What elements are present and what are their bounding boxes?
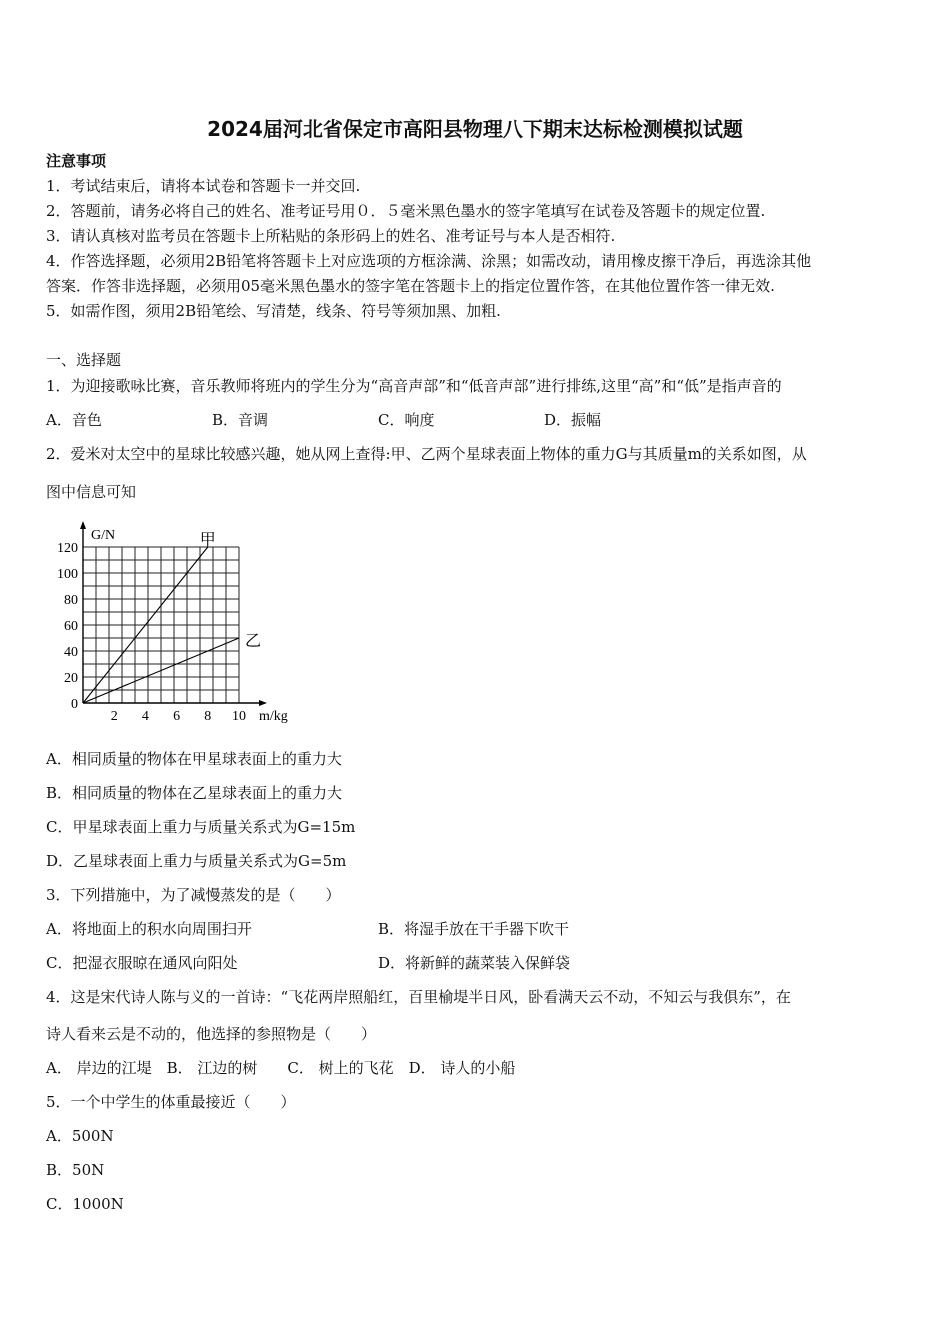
y-axis-arrow (80, 521, 86, 529)
notice-item: 2．答题前，请务必将自己的姓名、准考证号用０．５毫米黑色墨水的签字笔填写在试卷及答题卡的规定位置. (46, 202, 766, 220)
notice-item: 3．请认真核对监考员在答题卡上所粘贴的条形码上的姓名、准考证号与本人是否相符. (46, 227, 616, 245)
x-tick-label: 2 (110, 709, 118, 724)
q2-option-b[interactable]: B．相同质量的物体在乙星球表面上的重力大 (46, 784, 343, 802)
q5-option-a[interactable]: A．500N (46, 1127, 114, 1145)
chart-grid (83, 547, 239, 703)
chart-labels (57, 528, 288, 724)
q1-option-a[interactable]: A．音色 (46, 411, 102, 429)
notice-heading: 注意事项 (46, 152, 107, 170)
y-tick-label: 80 (64, 593, 78, 608)
series-label-2: 乙 (245, 633, 262, 650)
x-axis-label: m/kg (259, 709, 288, 724)
notice-item: 1．考试结束后，请将本试卷和答题卡一并交回. (46, 177, 361, 195)
x-tick-label: 8 (204, 709, 212, 724)
q1-option-d[interactable]: D．振幅 (544, 411, 602, 429)
g-m-chart (46, 520, 306, 730)
x-tick-label: 6 (173, 709, 181, 724)
q2-option-d[interactable]: D．乙星球表面上重力与质量关系式为G=5m (46, 852, 347, 870)
y-tick-label: 100 (57, 567, 78, 582)
q5-option-c[interactable]: C．1000N (46, 1195, 124, 1213)
q1-option-c[interactable]: C．响度 (378, 411, 435, 429)
q1-option-b[interactable]: B．音调 (212, 411, 269, 429)
q3-option-b[interactable]: B．将湿手放在干手器下吹干 (378, 920, 570, 938)
q3-stem: 3．下列措施中，为了减慢蒸发的是（ ） (46, 886, 341, 904)
y-tick-label: 0 (71, 697, 78, 712)
y-tick-label: 40 (64, 645, 78, 660)
notice-item: 5．如需作图，须用2B铅笔绘、写清楚，线条、符号等须加黑、加粗. (46, 302, 501, 320)
q3-option-d[interactable]: D．将新鲜的蔬菜装入保鲜袋 (378, 954, 571, 972)
x-axis-arrow (259, 700, 267, 706)
y-tick-label: 60 (64, 619, 78, 634)
q3-option-c[interactable]: C．把湿衣服晾在通风向阳处 (46, 954, 238, 972)
y-axis-label: G/N (91, 528, 116, 543)
q2-stem: 2．爱米对太空中的星球比较感兴趣，她从网上查得:甲、乙两个星球表面上物体的重力G与其质量m的关系如图，从 (46, 445, 807, 463)
notice-item: 4．作答选择题，必须用2B铅笔将答题卡上对应选项的方框涂满、涂黑；如需改动，请用橡皮擦干净后，再选涂其他 (46, 252, 812, 270)
series-label-1: 甲 (199, 532, 216, 549)
x-tick-label: 4 (141, 709, 149, 724)
y-tick-label: 20 (64, 671, 78, 686)
q1-stem: 1．为迎接歌咏比赛，音乐教师将班内的学生分为“高音声部”和“低音声部”进行排练,这里“高”和“低”是指声音的 (46, 377, 782, 395)
q4-stem: 4．这是宋代诗人陈与义的一首诗：“飞花两岸照船红，百里榆堤半日风，卧看满天云不动，不知云与我俱东”，在 (46, 988, 791, 1006)
q5-stem: 5．一个中学生的体重最接近（ ） (46, 1093, 296, 1111)
page-title: 2024届河北省保定市高阳县物理八下期末达标检测模拟试题 (207, 117, 743, 141)
section-heading: 一、选择题 (46, 351, 122, 369)
q4-options[interactable]: A． 岸边的江堤 B． 江边的树 C． 树上的飞花 D． 诗人的小船 (46, 1059, 516, 1077)
q5-option-b[interactable]: B．50N (46, 1161, 105, 1179)
notice-item: 答案．作答非选择题，必须用05毫米黑色墨水的签字笔在答题卡上的指定位置作答，在其他位置作答一律无效. (46, 277, 775, 295)
y-tick-label: 120 (57, 541, 78, 556)
q2-stem-cont: 图中信息可知 (46, 483, 137, 501)
x-tick-label: 10 (232, 709, 246, 724)
q4-stem-cont: 诗人看来云是不动的，他选择的参照物是（ ） (46, 1025, 377, 1043)
q2-option-a[interactable]: A．相同质量的物体在甲星球表面上的重力大 (46, 750, 342, 768)
q2-option-c[interactable]: C．甲星球表面上重力与质量关系式为G=15m (46, 818, 356, 836)
q3-option-a[interactable]: A．将地面上的积水向周围扫开 (46, 920, 252, 938)
